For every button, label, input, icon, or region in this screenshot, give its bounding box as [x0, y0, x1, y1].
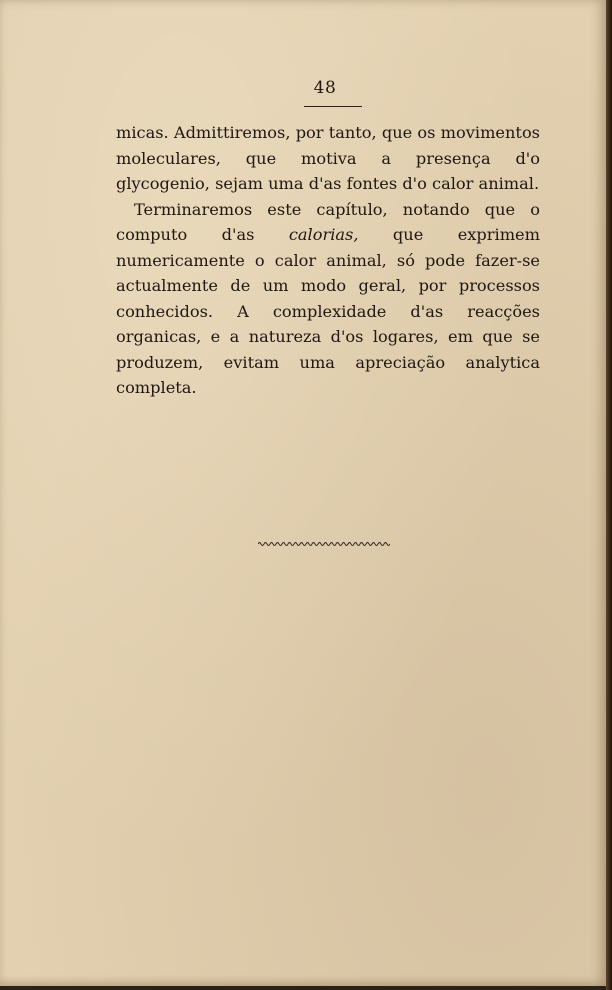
page-number-rule	[304, 106, 362, 107]
paragraph-2	[116, 197, 540, 401]
paragraph-2-start: Terminaremos este capítulo, notando que o computo d'as	[116, 199, 540, 244]
page-edge-shadow	[606, 0, 612, 990]
wavy-divider-ornament	[258, 540, 390, 548]
paragraph-2-end: que exprimem numericamente o calor animal, só pode fazer-se actualmente de um modo geral, por processos conhecidos. A complexidade d'as reacções organicas, e a natureza d'os logares, em que se produzem, evitam uma apreciação analytica completa.	[116, 225, 540, 397]
page-number: 48	[313, 78, 337, 98]
paragraph-1: micas. Admittiremos, por tanto, que os movimentos moleculares, que motiva a presença d'o glycogenio, sejam uma d'as fontes d'o calor animal.	[116, 123, 540, 193]
body-text	[116, 120, 540, 401]
paragraph-2-emphasis: calorias,	[288, 225, 359, 244]
